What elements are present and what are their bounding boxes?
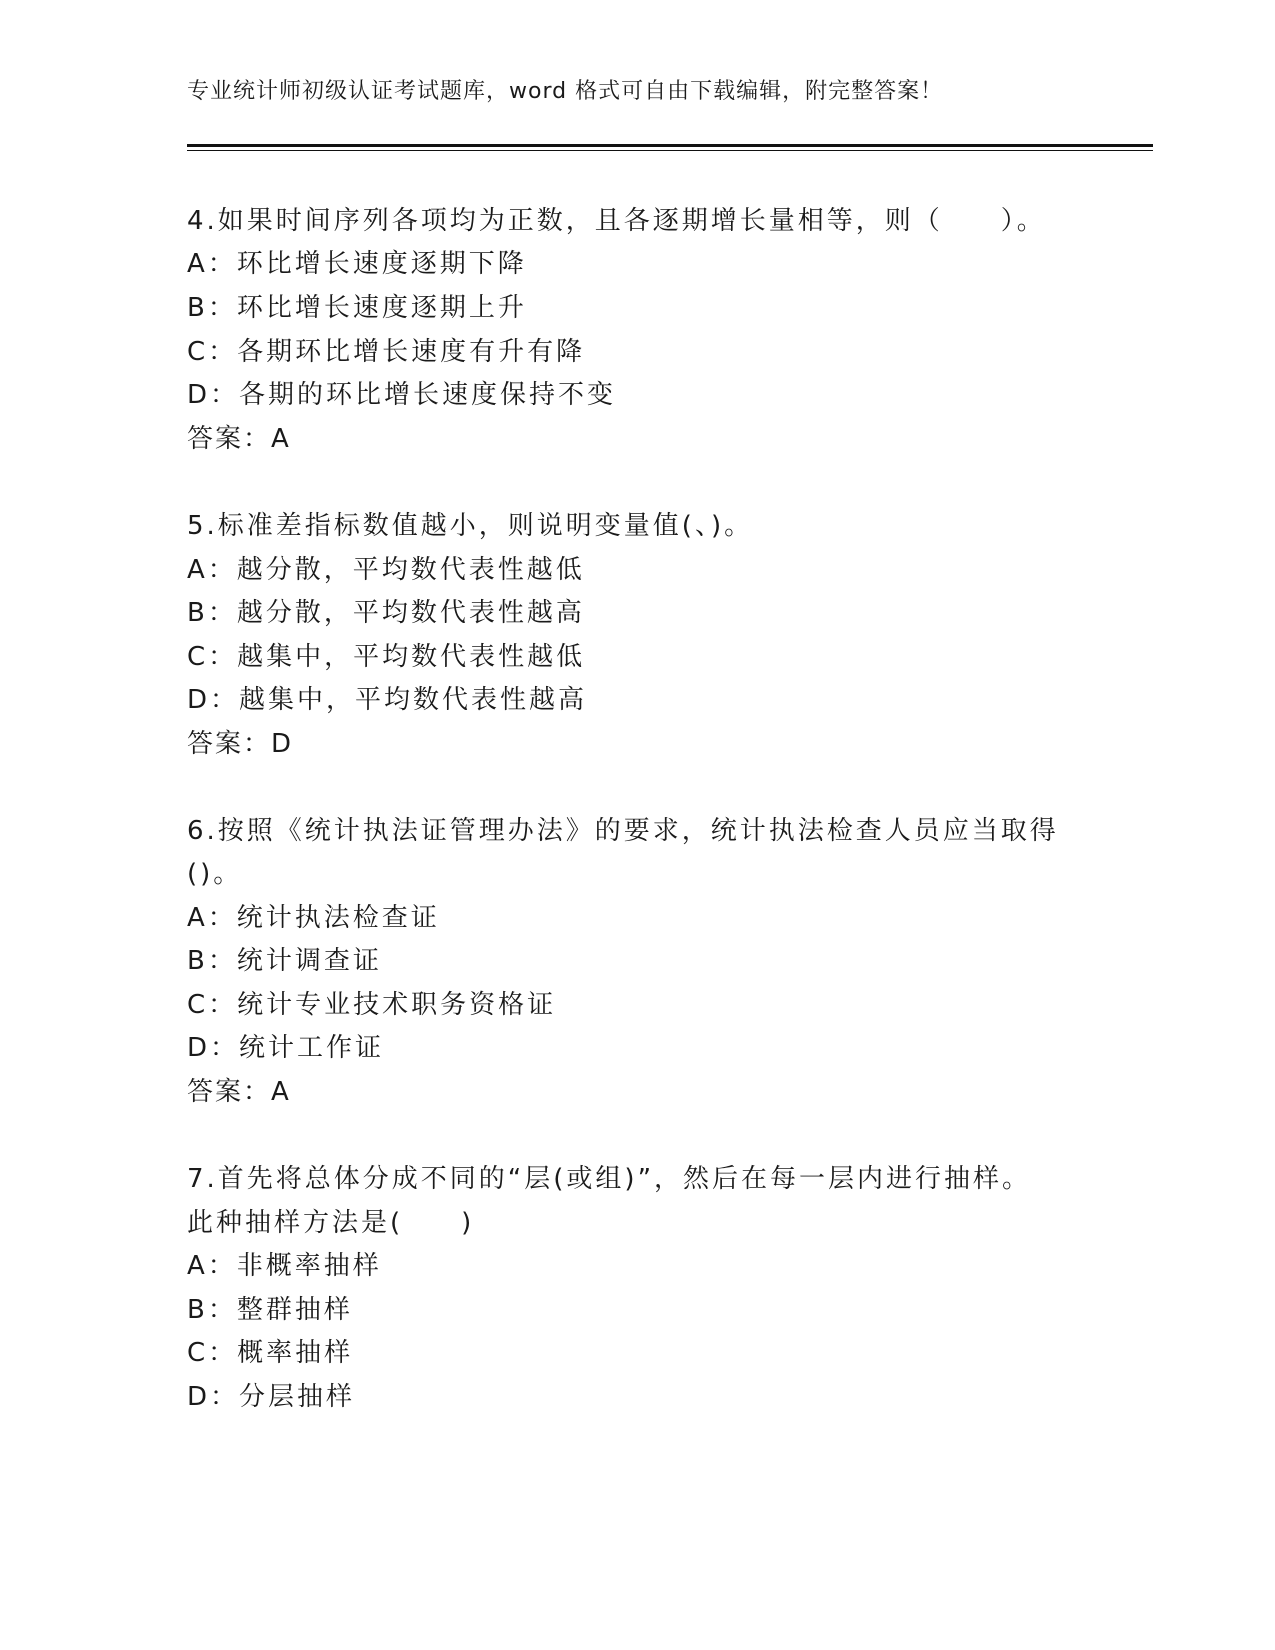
question-4-answer: 答案：A bbox=[187, 424, 291, 454]
question-7-option-a: A：非概率抽样 bbox=[187, 1251, 382, 1281]
document-header: 专业统计师初级认证考试题库，word 格式可自由下载编辑，附完整答案！ bbox=[187, 79, 944, 104]
question-7-option-c: C：概率抽样 bbox=[187, 1338, 354, 1368]
question-4-stem: 4.如果时间序列各项均为正数，且各逐期增长量相等，则（ ）。 bbox=[187, 206, 1046, 236]
question-6-option-c: C：统计专业技术职务资格证 bbox=[187, 990, 557, 1020]
header-rule-thick bbox=[187, 144, 1153, 147]
question-6-answer: 答案：A bbox=[187, 1077, 291, 1107]
question-6-option-d: D：统计工作证 bbox=[187, 1033, 385, 1063]
header-rule-thin bbox=[187, 150, 1153, 151]
question-7-stem-line-2: 此种抽样方法是( ) bbox=[187, 1208, 475, 1238]
question-6-option-a: A：统计执法检查证 bbox=[187, 903, 440, 933]
question-5-stem: 5.标准差指标数值越小，则说明变量值(、)。 bbox=[187, 511, 754, 541]
question-6-stem-line-2: ()。 bbox=[187, 859, 243, 889]
question-4-option-a: A：环比增长速度逐期下降 bbox=[187, 249, 527, 279]
question-4-option-b: B：环比增长速度逐期上升 bbox=[187, 293, 527, 323]
question-5-option-b: B：越分散，平均数代表性越高 bbox=[187, 598, 585, 628]
question-5-option-c: C：越集中，平均数代表性越低 bbox=[187, 642, 586, 672]
question-4-option-d: D：各期的环比增长速度保持不变 bbox=[187, 380, 617, 410]
question-5-answer: 答案：D bbox=[187, 729, 294, 759]
question-7-option-b: B：整群抽样 bbox=[187, 1295, 353, 1325]
question-5-option-d: D：越集中，平均数代表性越高 bbox=[187, 685, 588, 715]
question-6-stem-line-1: 6.按照《统计执法证管理办法》的要求，统计执法检查人员应当取得 bbox=[187, 816, 1059, 846]
question-5-option-a: A：越分散，平均数代表性越低 bbox=[187, 555, 585, 585]
question-6-option-b: B：统计调查证 bbox=[187, 946, 382, 976]
question-7-option-d: D：分层抽样 bbox=[187, 1382, 356, 1412]
question-7-stem-line-1: 7.首先将总体分成不同的“层(或组)”，然后在每一层内进行抽样。 bbox=[187, 1164, 1032, 1194]
question-4-option-c: C：各期环比增长速度有升有降 bbox=[187, 337, 586, 367]
